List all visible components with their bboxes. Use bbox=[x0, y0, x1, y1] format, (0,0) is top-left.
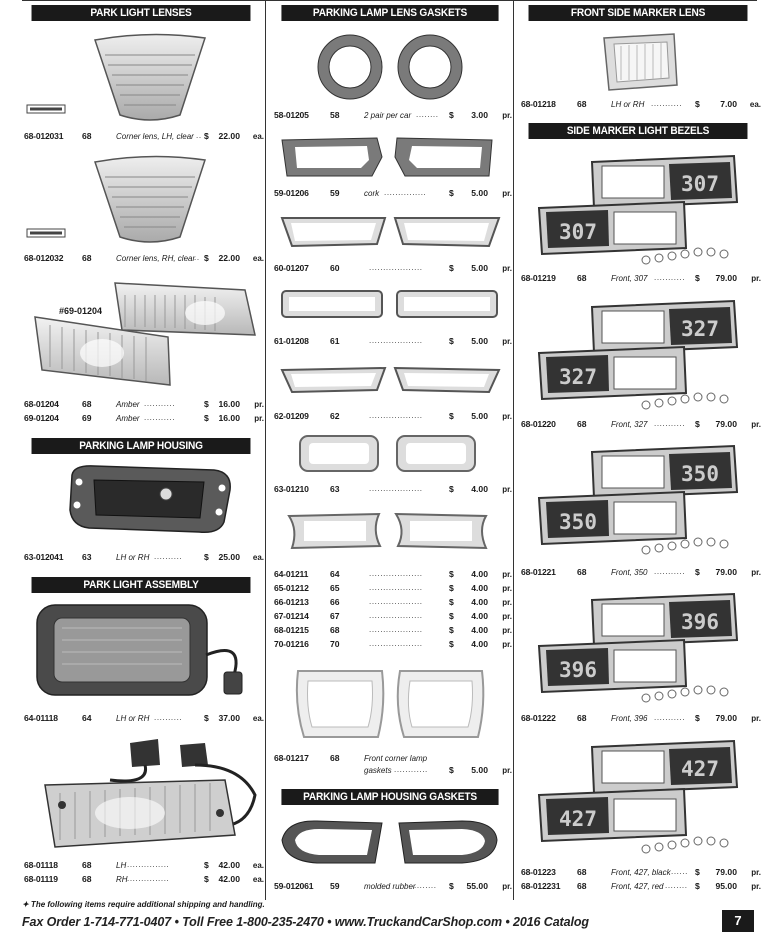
contact-footer: Fax Order 1-714-771-0407 • Toll Free 1-800-235-2470 • www.TruckandCarShop.com • 2016 Catalog bbox=[22, 915, 589, 929]
product-row: 63-012041 63 LH or RH .......... $ 25.00 ea. bbox=[24, 552, 264, 562]
bezel-396-image bbox=[534, 588, 754, 708]
product-row: 67-01214 67 ................... $ 4.00 pr. bbox=[274, 611, 512, 621]
product-row: 68-01222 68 Front, 396 ........... $ 79.00 pr. bbox=[521, 713, 761, 723]
badge-text: 396 bbox=[559, 658, 597, 682]
badge-text: 307 bbox=[559, 220, 597, 244]
product-row: 59-012061 59 molded rubber ........ $ 55.00 pr. bbox=[274, 881, 512, 891]
gasket-60-image bbox=[277, 212, 502, 252]
brand-logo-icon bbox=[26, 103, 66, 115]
product-row: 68-01119 68 RH ............... $ 42.00 ea. bbox=[24, 874, 264, 884]
section-title-park-light-lenses: PARK LIGHT LENSES bbox=[32, 5, 251, 21]
park-light-assembly-image bbox=[34, 600, 254, 705]
part-callout: #69-01204 bbox=[59, 306, 103, 316]
product-row: 59-01206 59 cork ............... $ 5.00 pr. bbox=[274, 188, 512, 198]
product-row: 68-012032 68 Corner lens, RH, clear .. $ 22.00 ea. bbox=[24, 253, 264, 263]
gasket-58-image bbox=[312, 30, 472, 105]
bezel-307-image bbox=[534, 150, 754, 270]
product-row: 60-01207 60 ................... $ 5.00 pr. bbox=[274, 263, 512, 273]
column-right bbox=[519, 0, 761, 900]
product-row: 68-012031 68 Corner lens, LH, clear .. $ 22.00 ea. bbox=[24, 131, 264, 141]
shipping-footnote: ✦ The following items require additional shipping and handling. bbox=[22, 900, 265, 909]
product-row: 58-01205 58 2 pair per car ........ $ 3.00 pr. bbox=[274, 110, 512, 120]
section-title-front-side-marker-lens: FRONT SIDE MARKER LENS bbox=[529, 5, 748, 21]
gasket-61-image bbox=[277, 287, 502, 322]
housing-gasket-59-image bbox=[277, 815, 502, 870]
section-title-parking-lamp-housing-gaskets: PARKING LAMP HOUSING GASKETS bbox=[281, 789, 498, 805]
product-row: 70-01216 70 ................... $ 4.00 pr. bbox=[274, 639, 512, 649]
corner-lens-rh-image bbox=[90, 152, 210, 247]
product-row: 68-01218 68 LH or RH ........... $ 7.00 ea. bbox=[521, 99, 761, 109]
side-marker-lens-image bbox=[599, 30, 681, 95]
product-row: 62-01209 62 ................... $ 5.00 pr. bbox=[274, 411, 512, 421]
product-row: 61-01208 61 ................... $ 5.00 pr. bbox=[274, 336, 512, 346]
product-row: 68-01219 68 Front, 307 ........... $ 79.00 pr. bbox=[521, 273, 761, 283]
badge-text: 350 bbox=[559, 510, 597, 534]
badge-text: 350 bbox=[681, 462, 719, 486]
product-row: 68-01215 68 ................... $ 4.00 pr. bbox=[274, 625, 512, 635]
badge-text: 427 bbox=[681, 757, 719, 781]
product-row: gaskets ............ $ 5.00 pr. bbox=[364, 765, 512, 775]
product-row: 66-01213 66 ................... $ 4.00 pr. bbox=[274, 597, 512, 607]
product-row: 68-01217 68 Front corner lamp bbox=[274, 753, 428, 763]
brand-logo-icon bbox=[26, 227, 66, 239]
product-row: 63-01210 63 ................... $ 4.00 pr. bbox=[274, 484, 512, 494]
gasket-63-image bbox=[297, 433, 482, 475]
corner-lens-lh-image bbox=[90, 30, 210, 125]
badge-text: 427 bbox=[559, 807, 597, 831]
gasket-64-70-image bbox=[284, 508, 494, 553]
product-row: 68-01118 68 LH ............... $ 42.00 ea. bbox=[24, 860, 264, 870]
product-row: 65-01212 65 ................... $ 4.00 pr. bbox=[274, 583, 512, 593]
front-park-light-assembly-image bbox=[40, 735, 262, 855]
badge-text: 327 bbox=[681, 317, 719, 341]
gasket-62-image bbox=[277, 362, 502, 397]
column-divider bbox=[265, 0, 266, 900]
gasket-59-image bbox=[277, 132, 502, 182]
bezel-350-image bbox=[534, 440, 754, 560]
section-title-parking-lamp-housing: PARKING LAMP HOUSING bbox=[32, 438, 251, 454]
page-number: 7 bbox=[722, 910, 754, 932]
bezel-427-image bbox=[534, 735, 754, 860]
section-title-park-light-assembly: PARK LIGHT ASSEMBLY bbox=[32, 577, 251, 593]
bezel-327-image bbox=[534, 295, 754, 415]
amber-park-lens-image bbox=[30, 275, 260, 390]
section-title-side-marker-light-bezels: SIDE MARKER LIGHT BEZELS bbox=[529, 123, 748, 139]
column-left bbox=[22, 0, 264, 900]
product-row: 68-012231 68 Front, 427, red ........ $ 95.00 pr. bbox=[521, 881, 761, 891]
front-corner-lamp-gasket-image bbox=[290, 665, 490, 743]
badge-text: 396 bbox=[681, 610, 719, 634]
parking-lamp-housing-image bbox=[64, 460, 234, 538]
section-title-parking-lamp-lens-gaskets: PARKING LAMP LENS GASKETS bbox=[281, 5, 498, 21]
product-row: 69-01204 69 Amber ........... $ 16.00 pr. bbox=[24, 413, 264, 423]
product-row: 68-01221 68 Front, 350 ........... $ 79.00 pr. bbox=[521, 567, 761, 577]
badge-text: 307 bbox=[681, 172, 719, 196]
column-divider bbox=[513, 0, 514, 900]
badge-text: 327 bbox=[559, 365, 597, 389]
product-row: 68-01220 68 Front, 327 ........... $ 79.00 pr. bbox=[521, 419, 761, 429]
product-row: 64-01118 64 LH or RH .......... $ 37.00 ea. bbox=[24, 713, 264, 723]
column-middle bbox=[272, 0, 512, 900]
product-row: 68-01204 68 Amber ........... $ 16.00 pr. bbox=[24, 399, 264, 409]
product-row: 64-01211 64 ................... $ 4.00 pr. bbox=[274, 569, 512, 579]
product-row: 68-01223 68 Front, 427, black ...... $ 79.00 pr. bbox=[521, 867, 761, 877]
